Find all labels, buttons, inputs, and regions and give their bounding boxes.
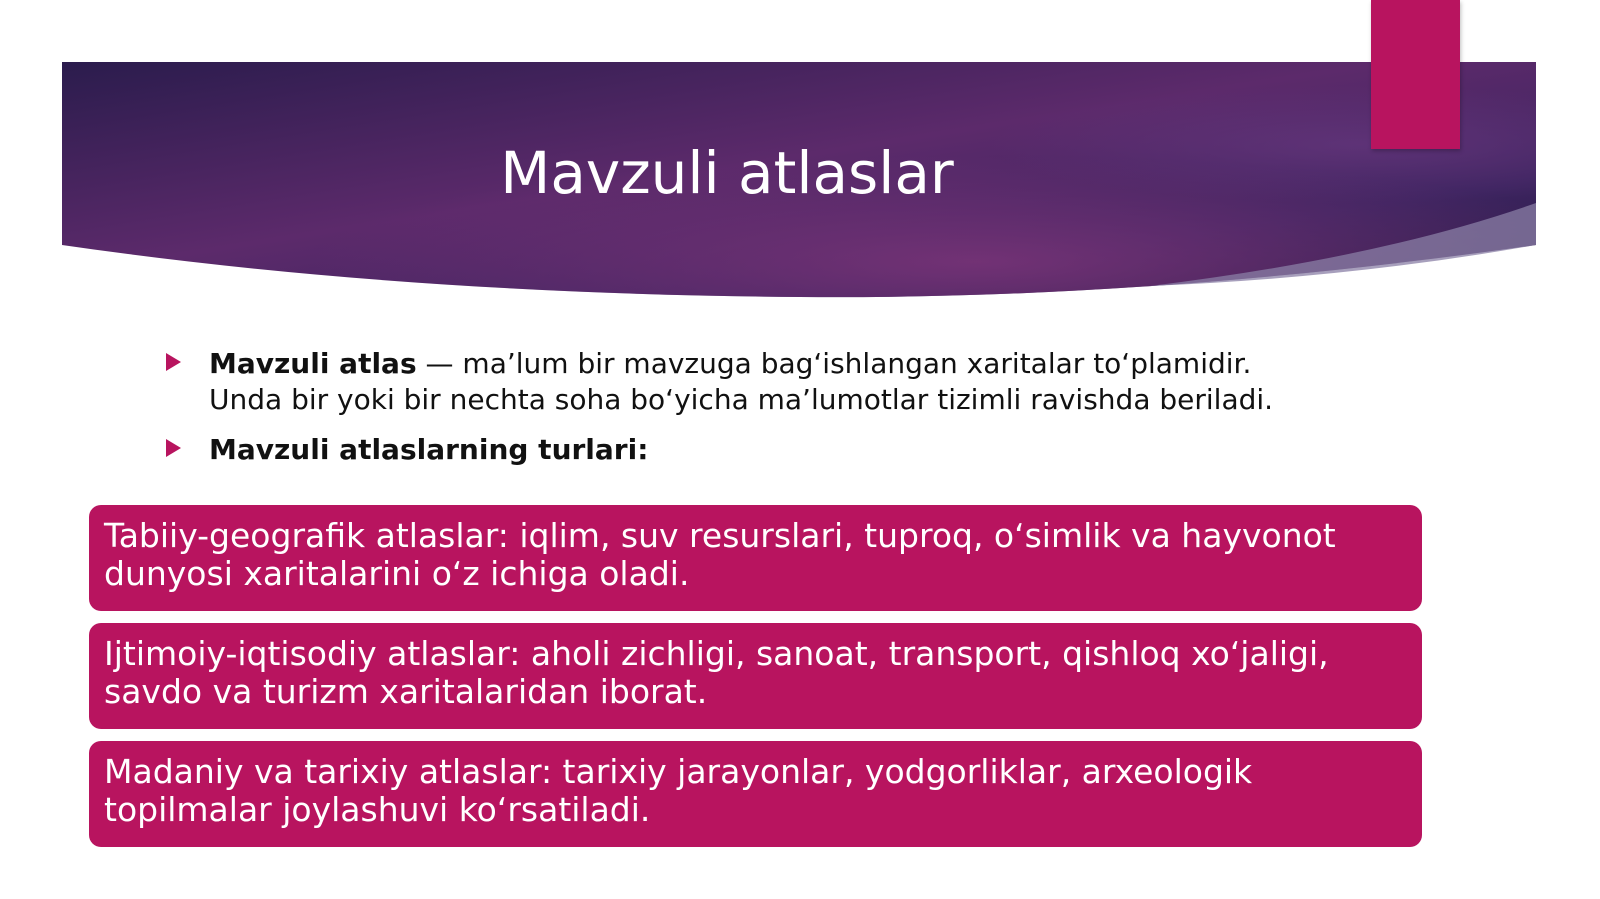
bullet-item-definition [162,346,1402,418]
slide-title: Mavzuli atlaslar [500,139,954,207]
bullet-list [162,346,1402,482]
arrow-bullet-icon [166,353,181,371]
atlas-type-box-natural: Tabiiy-geografik atlaslar: iqlim, suv resurslari, tuproq, o‘simlik va hayvonot dunyosi xaritalarini o‘z ichiga oladi. [89,505,1422,611]
atlas-type-box-cultural: Madaniy va tarixiy atlaslar: tarixiy jarayonlar, yodgorliklar, arxeologik topilmalar joylashuvi ko‘rsatiladi. [89,741,1422,847]
bullet-bold-heading: Mavzuli atlaslarning turlari: [209,433,649,466]
accent-tab [1371,0,1460,149]
atlas-type-box-socioeconomic: Ijtimoiy-iqtisodiy atlaslar: aholi zichligi, sanoat, transport, qishloq xo‘jaligi, savdo va turizm xaritalaridan iborat. [89,623,1422,729]
bullet-item-types [162,432,1402,468]
bullet-bold-term: Mavzuli atlas [209,347,417,380]
arrow-bullet-icon [166,439,181,457]
bullet-line-1: — ma’lum bir mavzuga bag‘ishlangan xaritalar to‘plamidir. [416,347,1252,380]
bullet-line-2: Unda bir yoki bir nechta soha bo‘yicha ma’lumotlar tizimli ravishda beriladi. [209,383,1274,416]
bullet-text [209,346,1402,418]
bullet-text [209,432,1402,468]
